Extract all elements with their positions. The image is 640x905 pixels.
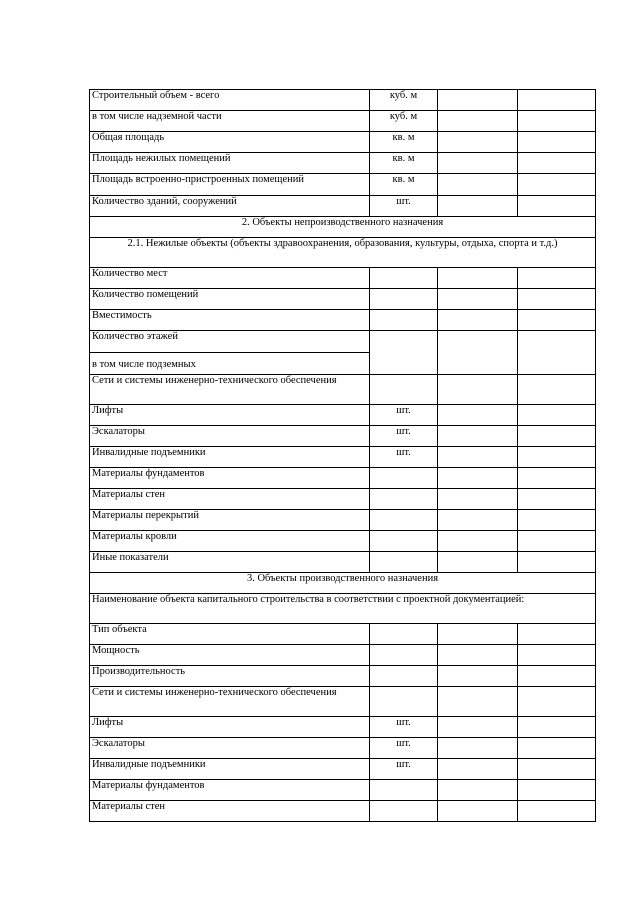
value-cell[interactable] <box>438 738 518 759</box>
row-label: Эскалаторы <box>90 426 370 447</box>
value-cell[interactable] <box>518 531 596 552</box>
section-2-subtitle: 2.1. Нежилые объекты (объекты здравоохранения, образования, культуры, отдыха, спорта и т.д.) <box>90 238 596 268</box>
section-header-row <box>90 573 596 594</box>
value-cell[interactable] <box>518 289 596 310</box>
table-row <box>90 780 596 801</box>
table-row <box>90 310 596 331</box>
value-cell[interactable] <box>438 531 518 552</box>
table-row <box>90 111 596 132</box>
value-cell[interactable] <box>438 645 518 666</box>
table-row <box>90 687 596 717</box>
value-cell[interactable] <box>518 624 596 645</box>
unit-cell <box>370 531 438 552</box>
value-cell[interactable] <box>438 759 518 780</box>
row-label: в том числе подземных <box>92 359 196 370</box>
value-cell[interactable] <box>438 289 518 310</box>
table-row <box>90 666 596 687</box>
unit-cell <box>370 687 438 717</box>
value-cell[interactable] <box>438 624 518 645</box>
unit-cell: шт. <box>370 759 438 780</box>
table-row <box>90 331 596 375</box>
value-cell[interactable] <box>518 310 596 331</box>
value-cell[interactable] <box>518 759 596 780</box>
table-row <box>90 426 596 447</box>
table-row <box>90 489 596 510</box>
table-row <box>90 153 596 174</box>
row-label: Мощность <box>90 645 370 666</box>
indicators-table <box>89 89 596 822</box>
table-row <box>90 801 596 822</box>
row-label: Площадь нежилых помещений <box>90 153 370 174</box>
row-label: Производительность <box>90 666 370 687</box>
row-label: Общая площадь <box>90 132 370 153</box>
value-cell[interactable] <box>438 196 518 217</box>
value-cell[interactable] <box>518 738 596 759</box>
value-cell[interactable] <box>438 375 518 405</box>
table-row <box>90 510 596 531</box>
value-cell[interactable] <box>438 111 518 132</box>
table-row <box>90 624 596 645</box>
table-row <box>90 759 596 780</box>
value-cell[interactable] <box>518 268 596 289</box>
value-cell[interactable] <box>438 447 518 468</box>
value-cell[interactable] <box>438 153 518 174</box>
value-cell[interactable] <box>518 468 596 489</box>
unit-cell <box>370 801 438 822</box>
table-row <box>90 552 596 573</box>
row-label: Эскалаторы <box>90 738 370 759</box>
value-cell[interactable] <box>438 426 518 447</box>
row-label: Материалы стен <box>90 801 370 822</box>
unit-cell <box>370 624 438 645</box>
value-cell[interactable] <box>518 196 596 217</box>
row-label: Материалы перекрытий <box>90 510 370 531</box>
unit-cell: шт. <box>370 426 438 447</box>
row-label: Лифты <box>90 717 370 738</box>
value-cell[interactable] <box>438 687 518 717</box>
section-3-intro: Наименование объекта капитального строительства в соответствии с проектной документацией: <box>90 594 596 624</box>
table-row <box>90 405 596 426</box>
row-label: Лифты <box>90 405 370 426</box>
value-cell[interactable] <box>438 801 518 822</box>
row-label: Количество помещений <box>90 289 370 310</box>
unit-cell: куб. м <box>370 111 438 132</box>
unit-cell: кв. м <box>370 174 438 196</box>
section-header-row <box>90 217 596 238</box>
value-cell[interactable] <box>438 132 518 153</box>
unit-cell <box>370 310 438 331</box>
row-label: Сети и системы инженерно-технического обеспечения <box>90 375 370 405</box>
row-label: Материалы фундаментов <box>90 780 370 801</box>
table-row <box>90 174 596 196</box>
value-cell[interactable] <box>438 310 518 331</box>
row-label: Материалы фундаментов <box>90 468 370 489</box>
value-cell[interactable] <box>518 132 596 153</box>
section-intro-row <box>90 594 596 624</box>
value-cell[interactable] <box>518 489 596 510</box>
unit-cell: шт. <box>370 196 438 217</box>
unit-cell: кв. м <box>370 132 438 153</box>
unit-cell: кв. м <box>370 153 438 174</box>
value-cell[interactable] <box>438 331 518 375</box>
value-cell[interactable] <box>518 153 596 174</box>
value-cell[interactable] <box>518 552 596 573</box>
value-cell[interactable] <box>438 174 518 196</box>
value-cell[interactable] <box>518 174 596 196</box>
section-subheader-row <box>90 238 596 268</box>
value-cell[interactable] <box>518 780 596 801</box>
row-label: Иные показатели <box>90 552 370 573</box>
unit-cell <box>370 780 438 801</box>
value-cell[interactable] <box>518 111 596 132</box>
unit-cell <box>370 645 438 666</box>
row-label: Материалы кровли <box>90 531 370 552</box>
value-cell[interactable] <box>438 510 518 531</box>
unit-cell: шт. <box>370 405 438 426</box>
unit-cell: куб. м <box>370 90 438 111</box>
row-label: Вместимость <box>90 310 370 331</box>
unit-cell: шт. <box>370 447 438 468</box>
value-cell[interactable] <box>518 666 596 687</box>
unit-cell <box>370 331 438 375</box>
value-cell[interactable] <box>438 90 518 111</box>
value-cell[interactable] <box>518 510 596 531</box>
row-label: Площадь встроенно-пристроенных помещений <box>90 174 370 196</box>
table-row <box>90 468 596 489</box>
section-3-title: 3. Объекты производственного назначения <box>90 573 596 594</box>
table-row <box>90 196 596 217</box>
row-label: Инвалидные подъемники <box>90 447 370 468</box>
value-cell[interactable] <box>518 426 596 447</box>
value-cell[interactable] <box>438 717 518 738</box>
table-row <box>90 90 596 111</box>
table-row <box>90 289 596 310</box>
value-cell[interactable] <box>518 331 596 375</box>
value-cell[interactable] <box>518 801 596 822</box>
table-row <box>90 375 596 405</box>
row-label: Инвалидные подъемники <box>90 759 370 780</box>
unit-cell <box>370 375 438 405</box>
unit-cell <box>370 468 438 489</box>
value-cell[interactable] <box>438 468 518 489</box>
table-row <box>90 447 596 468</box>
table-row <box>90 645 596 666</box>
value-cell[interactable] <box>438 489 518 510</box>
section-2-title: 2. Объекты непроизводственного назначения <box>90 217 596 238</box>
row-label: Строительный объем - всего <box>90 90 370 111</box>
value-cell[interactable] <box>518 645 596 666</box>
row-label: Тип объекта <box>90 624 370 645</box>
unit-cell: шт. <box>370 738 438 759</box>
unit-cell <box>370 268 438 289</box>
unit-cell <box>370 666 438 687</box>
value-cell[interactable] <box>438 666 518 687</box>
row-label: Количество зданий, сооружений <box>90 196 370 217</box>
unit-cell: шт. <box>370 717 438 738</box>
row-label: Сети и системы инженерно-технического обеспечения <box>90 687 370 717</box>
value-cell[interactable] <box>518 90 596 111</box>
row-label: в том числе надземной части <box>90 111 370 132</box>
row-label: Количество этажей <box>90 331 369 353</box>
value-cell[interactable] <box>438 552 518 573</box>
unit-cell <box>370 289 438 310</box>
value-cell[interactable] <box>438 405 518 426</box>
table-row <box>90 132 596 153</box>
table-row <box>90 717 596 738</box>
value-cell[interactable] <box>518 687 596 717</box>
row-label: Количество мест <box>90 268 370 289</box>
value-cell[interactable] <box>518 717 596 738</box>
value-cell[interactable] <box>518 447 596 468</box>
floors-cell <box>90 331 370 375</box>
table-row <box>90 268 596 289</box>
value-cell[interactable] <box>438 268 518 289</box>
value-cell[interactable] <box>518 375 596 405</box>
row-label: Материалы стен <box>90 489 370 510</box>
value-cell[interactable] <box>518 405 596 426</box>
value-cell[interactable] <box>438 780 518 801</box>
unit-cell <box>370 489 438 510</box>
table-row <box>90 738 596 759</box>
unit-cell <box>370 510 438 531</box>
unit-cell <box>370 552 438 573</box>
table-row <box>90 531 596 552</box>
